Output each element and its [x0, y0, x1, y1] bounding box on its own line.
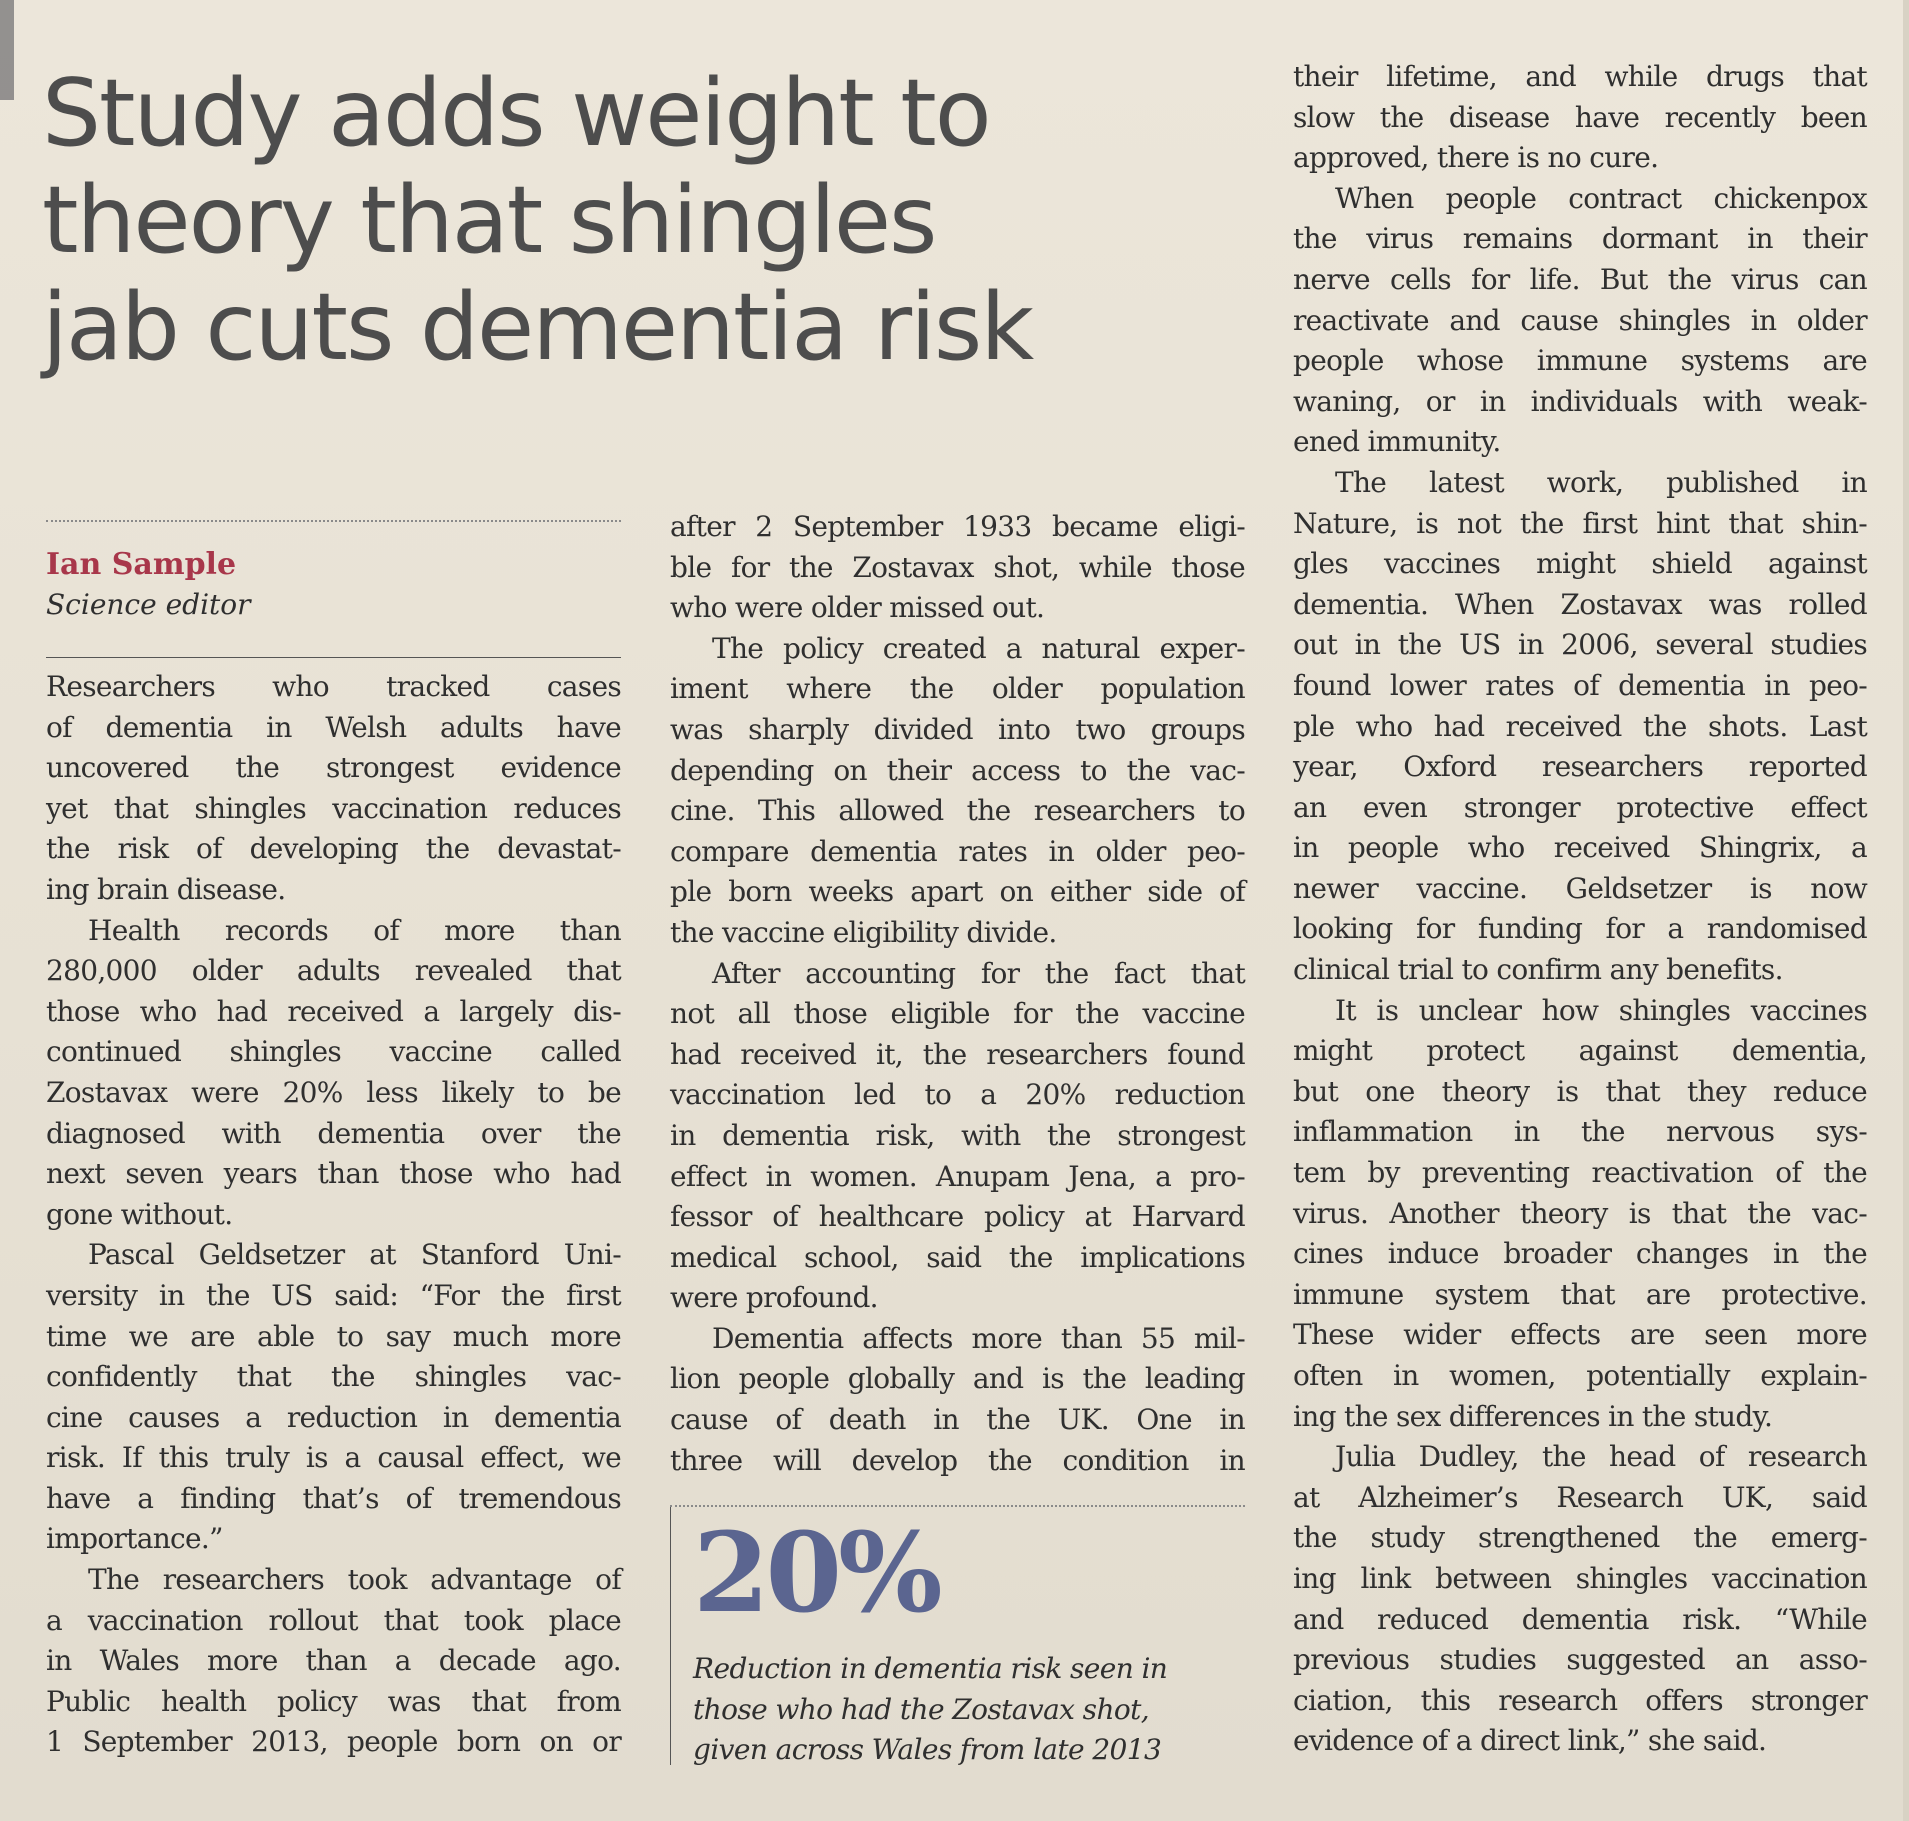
article-line: clinical trial to confirm any benefits.	[1293, 953, 1783, 987]
article-line: virus. Another theory is that the vac-	[1293, 1196, 1867, 1230]
article-line: in Wales more than a decade ago.	[46, 1644, 621, 1678]
article-line: the virus remains dormant in their	[1293, 222, 1867, 256]
article-line: previous studies suggested an asso-	[1293, 1643, 1867, 1677]
pullquote-number: 20%	[693, 1508, 939, 1637]
article-line: uncovered the strongest evidence	[46, 751, 621, 785]
article-line: in people who received Shingrix, a	[1293, 831, 1867, 865]
article-line: the risk of developing the devastat-	[46, 832, 621, 866]
article-line: year, Oxford researchers reported	[1293, 750, 1867, 784]
article-line: after 2 September 1933 became eligi-	[670, 510, 1245, 543]
article-line: the study strengthened the emerg-	[1293, 1521, 1867, 1555]
article-line: cines induce broader changes in the	[1293, 1237, 1867, 1271]
article-line: Dementia affects more than 55 mil-	[712, 1321, 1245, 1355]
article-line: dementia. When Zostavax was rolled	[1293, 587, 1867, 621]
article-line: ple who had received the shots. Last	[1293, 709, 1867, 743]
article-line: effect in women. Anupam Jena, a pro-	[670, 1159, 1245, 1193]
author-name: Ian Sample	[46, 547, 237, 582]
article-line: evidence of a direct link,” she said.	[1293, 1724, 1767, 1758]
article-line: found lower rates of dementia in peo-	[1293, 668, 1867, 702]
article-line: newer vaccine. Geldsetzer is now	[1293, 871, 1867, 905]
article-line: It is unclear how shingles vaccines	[1335, 993, 1867, 1027]
article-line: at Alzheimer’s Research UK, said	[1293, 1480, 1867, 1514]
article-line: lion people globally and is the leading	[670, 1362, 1245, 1396]
article-line: After accounting for the fact that	[712, 956, 1245, 990]
headline	[42, 60, 1232, 381]
article-line: often in women, potentially explain-	[1293, 1359, 1867, 1392]
article-line: gles vaccines might shield against	[1293, 547, 1867, 581]
article-line: fessor of healthcare policy at Harvard	[670, 1200, 1245, 1234]
article-line: ing brain disease.	[46, 872, 286, 906]
article-line: depending on their access to the vac-	[670, 753, 1245, 787]
article-line: were profound.	[670, 1281, 878, 1315]
article-line: versity in the US said: “For the first	[46, 1278, 621, 1312]
article-line: approved, there is no cure.	[1293, 141, 1659, 175]
article-line: cine causes a reduction in dementia	[46, 1400, 621, 1434]
article-line: The policy created a natural exper-	[712, 631, 1245, 665]
article-line: in dementia risk, with the strongest	[670, 1118, 1245, 1152]
article-line: vaccination led to a 20% reduction	[670, 1078, 1245, 1112]
article-line: cine. This allowed the researchers to	[670, 794, 1245, 828]
pullquote-caption-line: given across Wales from late 2013	[693, 1733, 1162, 1767]
article-line: waning, or in individuals with weak-	[1293, 384, 1867, 418]
byline-bottom-rule	[46, 657, 621, 658]
byline-top-rule	[46, 520, 621, 522]
article-line: confidently that the shingles vac-	[46, 1360, 621, 1394]
article-line: importance.”	[46, 1522, 223, 1556]
article-line: ing link between shingles vaccination	[1293, 1561, 1867, 1595]
article-line: who were older missed out.	[670, 591, 1045, 625]
article-column-2	[670, 507, 1245, 1481]
article-line: might protect against dementia,	[1293, 1034, 1867, 1068]
article-line: have a finding that’s of tremendous	[46, 1481, 621, 1515]
article-line: yet that shingles vaccination reduces	[46, 791, 621, 825]
article-line: diagnosed with dementia over the	[46, 1116, 621, 1150]
article-line: Public health policy was that from	[46, 1684, 621, 1718]
article-line: next seven years than those who had	[46, 1157, 621, 1191]
article-line: 1 September 2013, people born on or	[46, 1725, 621, 1759]
article-line: tem by preventing reactivation of the	[1293, 1156, 1867, 1190]
byline	[46, 545, 626, 625]
article-line: out in the US in 2006, several studies	[1293, 628, 1867, 662]
article-column-3	[1293, 57, 1867, 1762]
article-line: those who had received a largely dis-	[46, 994, 621, 1028]
article-line: 280,000 older adults revealed that	[46, 954, 621, 988]
article-line: ciation, this research offers stronger	[1293, 1683, 1867, 1717]
headline-line: jab cuts dementia risk	[42, 273, 1033, 381]
article-line: people whose immune systems are	[1293, 344, 1867, 378]
article-line: Julia Dudley, the head of research	[1335, 1440, 1867, 1474]
article-line: cause of death in the UK. One in	[670, 1403, 1245, 1437]
article-line: compare dementia rates in older peo-	[670, 834, 1245, 868]
author-role: Science editor	[46, 588, 251, 621]
article-line: The latest work, published in	[1335, 465, 1867, 499]
article-line: iment where the older population	[670, 672, 1245, 706]
article-line: nerve cells for life. But the virus can	[1293, 262, 1867, 296]
pullquote-caption	[693, 1649, 1238, 1771]
article-line: of dementia in Welsh adults have	[46, 710, 621, 744]
article-line: a vaccination rollout that took place	[46, 1603, 621, 1637]
article-line: looking for funding for a randomised	[1293, 912, 1867, 946]
article-line: risk. If this truly is a causal effect, we	[46, 1441, 621, 1475]
article-line: Zostavax were 20% less likely to be	[46, 1075, 621, 1109]
article-line: inflammation in the nervous sys-	[1293, 1115, 1867, 1149]
article-line: Pascal Geldsetzer at Stanford Uni-	[88, 1238, 621, 1272]
pullquote-caption-line: those who had the Zostavax shot,	[693, 1692, 1150, 1726]
pullquote-caption-line: Reduction in dementia risk seen in	[693, 1652, 1168, 1685]
article-line: Researchers who tracked cases	[46, 670, 621, 703]
article-line: continued shingles vaccine called	[46, 1035, 621, 1069]
article-line: immune system that are protective.	[1293, 1277, 1867, 1311]
article-line: gone without.	[46, 1197, 233, 1231]
headline-line: theory that shingles	[42, 166, 936, 274]
article-line: was sharply divided into two groups	[670, 712, 1245, 746]
article-line: had received it, the researchers found	[670, 1037, 1245, 1071]
scan-edge	[0, 0, 14, 100]
headline-line: Study adds weight to	[42, 59, 990, 167]
article-line: These wider effects are seen more	[1293, 1318, 1867, 1352]
article-line: medical school, said the implications	[670, 1240, 1245, 1274]
article-column-1	[46, 667, 621, 1763]
article-line: The researchers took advantage of	[88, 1563, 621, 1597]
article-line: ble for the Zostavax shot, while those	[670, 550, 1245, 584]
article-line: ened immunity.	[1293, 425, 1501, 459]
article-line: Health records of more than	[88, 913, 621, 947]
article-line: their lifetime, and while drugs that	[1293, 60, 1867, 93]
page-margin	[1903, 0, 1909, 1821]
article-line: the vaccine eligibility divide.	[670, 915, 1057, 949]
article-line: When people contract chickenpox	[1335, 181, 1867, 215]
article-line: ing the sex differences in the study.	[1293, 1399, 1773, 1433]
article-line: an even stronger protective effect	[1293, 790, 1867, 824]
pullquote-box	[670, 1507, 1246, 1765]
article-line: but one theory is that they reduce	[1293, 1074, 1867, 1108]
article-line: time we are able to say much more	[46, 1319, 621, 1353]
article-line: slow the disease have recently been	[1293, 100, 1867, 134]
article-line: not all those eligible for the vaccine	[670, 997, 1245, 1031]
article-line: Nature, is not the first hint that shin-	[1293, 506, 1867, 540]
article-line: reactivate and cause shingles in older	[1293, 303, 1867, 337]
article-line: three will develop the condition in	[670, 1443, 1245, 1477]
article-line: and reduced dementia risk. “While	[1293, 1602, 1867, 1636]
article-line: ple born weeks apart on either side of	[670, 875, 1245, 909]
